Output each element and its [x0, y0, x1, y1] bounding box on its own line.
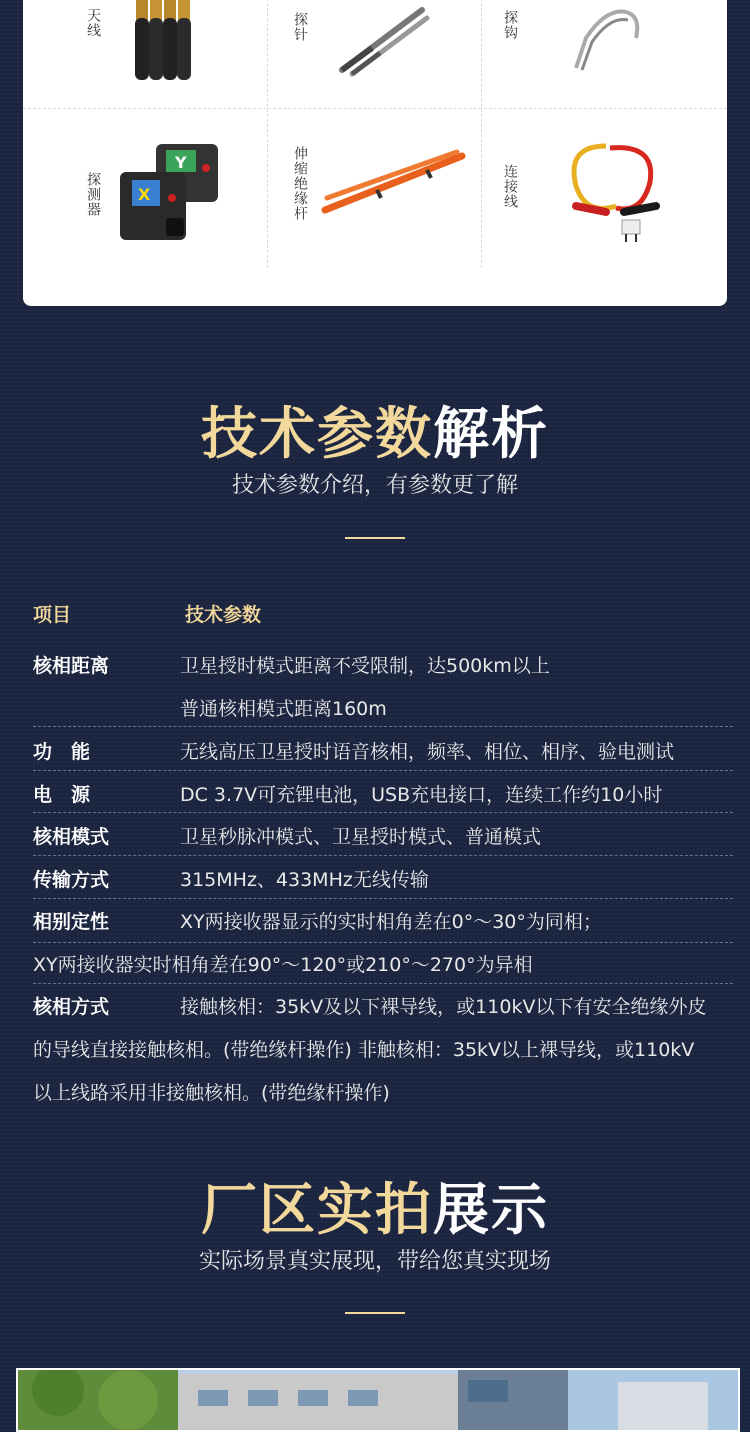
spec-title-white: 解析 [433, 402, 549, 467]
spec-value: 卫星授时模式距离不受限制，达500km以上 [180, 655, 550, 677]
factory-photo-image [18, 1370, 738, 1430]
accessory-probe-hook [481, 0, 727, 108]
spec-value: DC 3.7V可充锂电池，USB充电接口，连续工作约10小时 [180, 784, 663, 806]
spec-value: 普通核相模式距离160m [180, 698, 387, 720]
spec-value: XY两接收器实时相角差在90°～120°或210°～270°为异相 [33, 954, 533, 976]
factory-section-subtitle: 实际场景真实展现，带给您真实现场 [198, 1249, 551, 1274]
row-divider [33, 812, 733, 813]
accessory-label: 伸缩绝缘杆 [292, 146, 308, 221]
row-divider [33, 983, 733, 984]
spec-key: 核相距离 [33, 655, 110, 677]
accessory-antenna [23, 0, 267, 108]
spec-value: 以上线路采用非接触核相。(带绝缘杆操作) [33, 1082, 390, 1104]
spec-key: 传输方式 [33, 869, 110, 891]
spec-section-title [0, 390, 750, 470]
row-divider [33, 942, 733, 943]
row-divider [33, 855, 733, 856]
accessory-label: 天线 [85, 8, 101, 38]
spec-title-gold: 技术参数 [201, 402, 433, 467]
svg-text:X: X [138, 185, 151, 204]
spec-value: 315MHz、433MHz无线传输 [180, 869, 429, 891]
accessory-label: 探测器 [85, 172, 101, 217]
spec-section-rule [345, 537, 405, 539]
accessory-insulated-rod [267, 108, 481, 288]
spec-value: 接触核相：35kV及以下裸导线，或110kV以下有安全绝缘外皮 [180, 996, 707, 1018]
spec-value: 的导线直接接触核相。(带绝缘杆操作) 非触核相：35kV以上裸导线，或110kV [33, 1039, 695, 1061]
row-divider [33, 770, 733, 771]
factory-title-white: 展示 [433, 1178, 549, 1243]
svg-text:Y: Y [175, 153, 187, 172]
accessory-connection-wire [481, 108, 727, 288]
accessories-card [23, 0, 727, 306]
row-divider [33, 726, 733, 727]
spec-key: 相别定性 [33, 911, 110, 933]
factory-title-gold: 厂区实拍 [201, 1178, 433, 1243]
spec-key: 电 源 [33, 784, 91, 806]
spec-value: 卫星秒脉冲模式、卫星授时模式、普通模式 [180, 826, 542, 848]
spec-header-key: 项目 [33, 604, 72, 626]
spec-key: 功 能 [33, 741, 91, 763]
accessory-detector [23, 108, 267, 288]
spec-key: 核相方式 [33, 996, 110, 1018]
accessory-label: 探钩 [502, 10, 518, 40]
factory-section-title [0, 1166, 750, 1246]
spec-value: 无线高压卫星授时语音核相，频率、相位、相序、验电测试 [180, 741, 675, 763]
detector-icon [118, 138, 228, 248]
spec-value: XY两接收器显示的实时相角差在0°～30°为同相； [180, 911, 602, 933]
spec-section-subtitle: 技术参数介绍，有参数更了解 [231, 473, 518, 498]
connection-wire-icon [546, 136, 676, 246]
accessory-label: 探针 [292, 12, 308, 42]
factory-section-rule [345, 1312, 405, 1314]
probe-hook-icon [566, 0, 646, 73]
spec-header-value: 技术参数 [185, 604, 262, 626]
probe-needle-icon [332, 0, 432, 78]
accessory-label: 连接线 [502, 164, 518, 209]
insulated-rod-icon [317, 148, 467, 218]
accessory-probe-needle [267, 0, 481, 108]
factory-photo [16, 1368, 740, 1432]
spec-key: 核相模式 [33, 826, 110, 848]
antenna-icon [128, 0, 208, 80]
row-divider [33, 898, 733, 899]
